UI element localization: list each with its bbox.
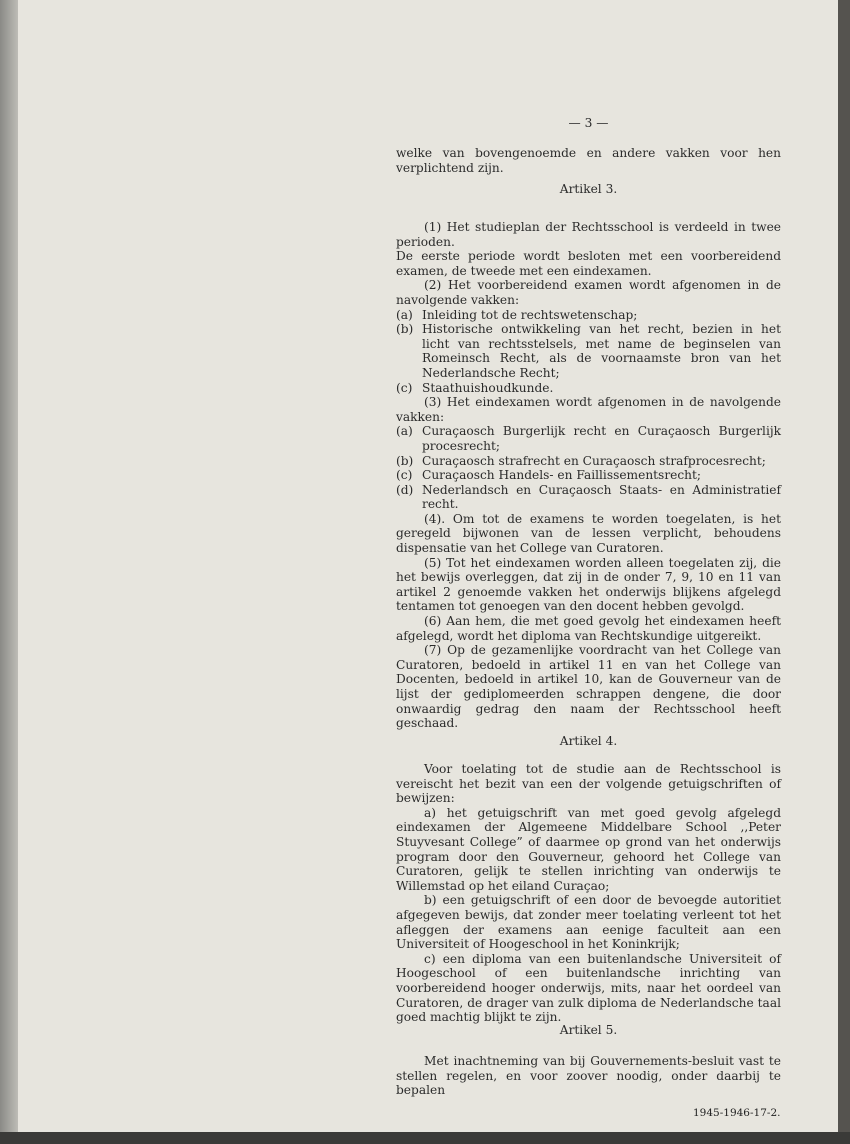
artikel-3-heading: Artikel 3.	[559, 182, 618, 196]
art3-p1b: De eerste periode wordt besloten met een voorbereidend examen, de tweede met een eindexamen.	[396, 249, 781, 278]
item-text: Nederlandsch en Curaçaosch Staats- en Administratief recht.	[422, 482, 781, 512]
item-label: (c)	[396, 468, 413, 483]
art4-intro: Voor toelating tot de studie aan de Rechtsschool is vereischt het bezit van een der volgende getuigschriften of bewijzen:	[396, 762, 781, 806]
artikel-4-body	[396, 762, 781, 1025]
item-text: Curaçaosch Burgerlijk recht en Curaçaosch Burgerlijk procesrecht;	[422, 424, 781, 453]
art4-b: b) een getuigschrift of een door de bevoegde autoritiet afgegeven bewijs, dat zonder meer toelating verleent tot het afleggen der examens aan eenige faculteit aan een Universiteit of Hoogeschool in het Koninkrijk;	[396, 893, 781, 952]
intro-text: welke van bovengenoemde en andere vakken voor hen verplichtend zijn.	[396, 146, 781, 175]
item-label: (b)	[396, 322, 414, 337]
item-text: Historische ontwikkeling van het recht, bezien in het licht van rechtsstelsels, met name de beginselen van Romeinsch Recht, als de voornaamste bron van het Nederlandsche Recht;	[422, 322, 781, 380]
art5-p1: Met inachtneming van bij Gouvernements-besluit vast te stellen regelen, en voor zoover noodig, onder daarbij te bepalen	[396, 1054, 781, 1098]
item-label: (b)	[396, 453, 414, 468]
art3-p3-item-a	[396, 424, 781, 453]
art3-p2-item-c	[396, 381, 781, 396]
item-label: (a)	[396, 424, 413, 439]
art3-p1: (1) Het studieplan der Rechtsschool is verdeeld in twee perioden.	[396, 220, 781, 249]
art3-p2-item-a	[396, 308, 781, 323]
page-number: — 3 —	[568, 116, 609, 130]
intro-paragraph	[396, 146, 781, 175]
art3-p3-item-d	[396, 483, 781, 512]
art3-p2: (2) Het voorbereidend examen wordt afgenomen in de navolgende vakken:	[396, 278, 781, 307]
item-text: Inleiding tot de rechtswetenschap;	[422, 307, 638, 322]
art3-p3: (3) Het eindexamen wordt afgenomen in de navolgende vakken:	[396, 395, 781, 424]
art4-c: c) een diploma van een buitenlandsche Universiteit of Hoogeschool of een buitenlandsche inrichting van voorbereidend hooger onderwijs, mits, naar het oordeel van Curatoren, de drager van zulk diploma de Nederlandsche taal goed machtig blijkt te zijn.	[396, 951, 781, 1025]
item-text: Staathuishoudkunde.	[422, 380, 554, 395]
item-text: Curaçaosch Handels- en Faillissementsrecht;	[422, 468, 702, 483]
artikel-4-heading: Artikel 4.	[559, 734, 618, 748]
item-label: (a)	[396, 307, 413, 322]
footer-reference: 1945-1946-17-2.	[693, 1107, 781, 1119]
art3-p3-item-b	[396, 454, 781, 469]
art4-a: a) het getuigschrift van met goed gevolg afgelegd eindexamen der Algemeene Middelbare School ,,Peter Stuyvesant College” of daarmee op grond van het onderwijs program door den Gouverneur, gehoord het College van Curatoren, gelijk te stellen inrichting van onderwijs te Willemstad op het eiland Curaçao;	[396, 805, 781, 893]
item-text: Curaçaosch strafrecht en Curaçaosch strafprocesrecht;	[422, 453, 766, 468]
item-label: (d)	[396, 482, 414, 497]
artikel-5-heading: Artikel 5.	[559, 1023, 618, 1037]
art3-p6: (6) Aan hem, die met goed gevolg het eindexamen heeft afgelegd, wordt het diploma van Rechtskundige uitgereikt.	[396, 614, 781, 643]
art3-p4: (4). Om tot de examens te worden toegelaten, is het geregeld bijwonen van de lessen verplicht, behoudens dispensatie van het College van Curatoren.	[396, 511, 781, 556]
item-label: (c)	[396, 380, 413, 395]
page-bottom-edge	[0, 1132, 850, 1144]
artikel-3-body	[396, 220, 781, 731]
artikel-5-body	[396, 1054, 781, 1098]
art3-p2-item-b	[396, 322, 781, 380]
art3-p5: (5) Tot het eindexamen worden alleen toegelaten zij, die het bewijs overleggen, dat zij in de onder 7, 9, 10 en 11 van artikel 2 genoemde vakken het onderwijs blijkens afgelegd tentamen tot genoegen van den docent hebben gevolgd.	[396, 555, 781, 614]
art3-p3-item-c	[396, 468, 781, 483]
page-left-shadow	[0, 0, 18, 1144]
art3-p7: (7) Op de gezamenlijke voordracht van het College van Curatoren, bedoeld in artikel 11 en van het College van Docenten, bedoeld in artikel 10, kan de Gouverneur van de lijst der gediplomeerden schrappen dengene, die door onwaardig gedrag den naam der Rechtsschool heeft geschaad.	[396, 643, 781, 731]
page-right-edge	[838, 0, 850, 1144]
